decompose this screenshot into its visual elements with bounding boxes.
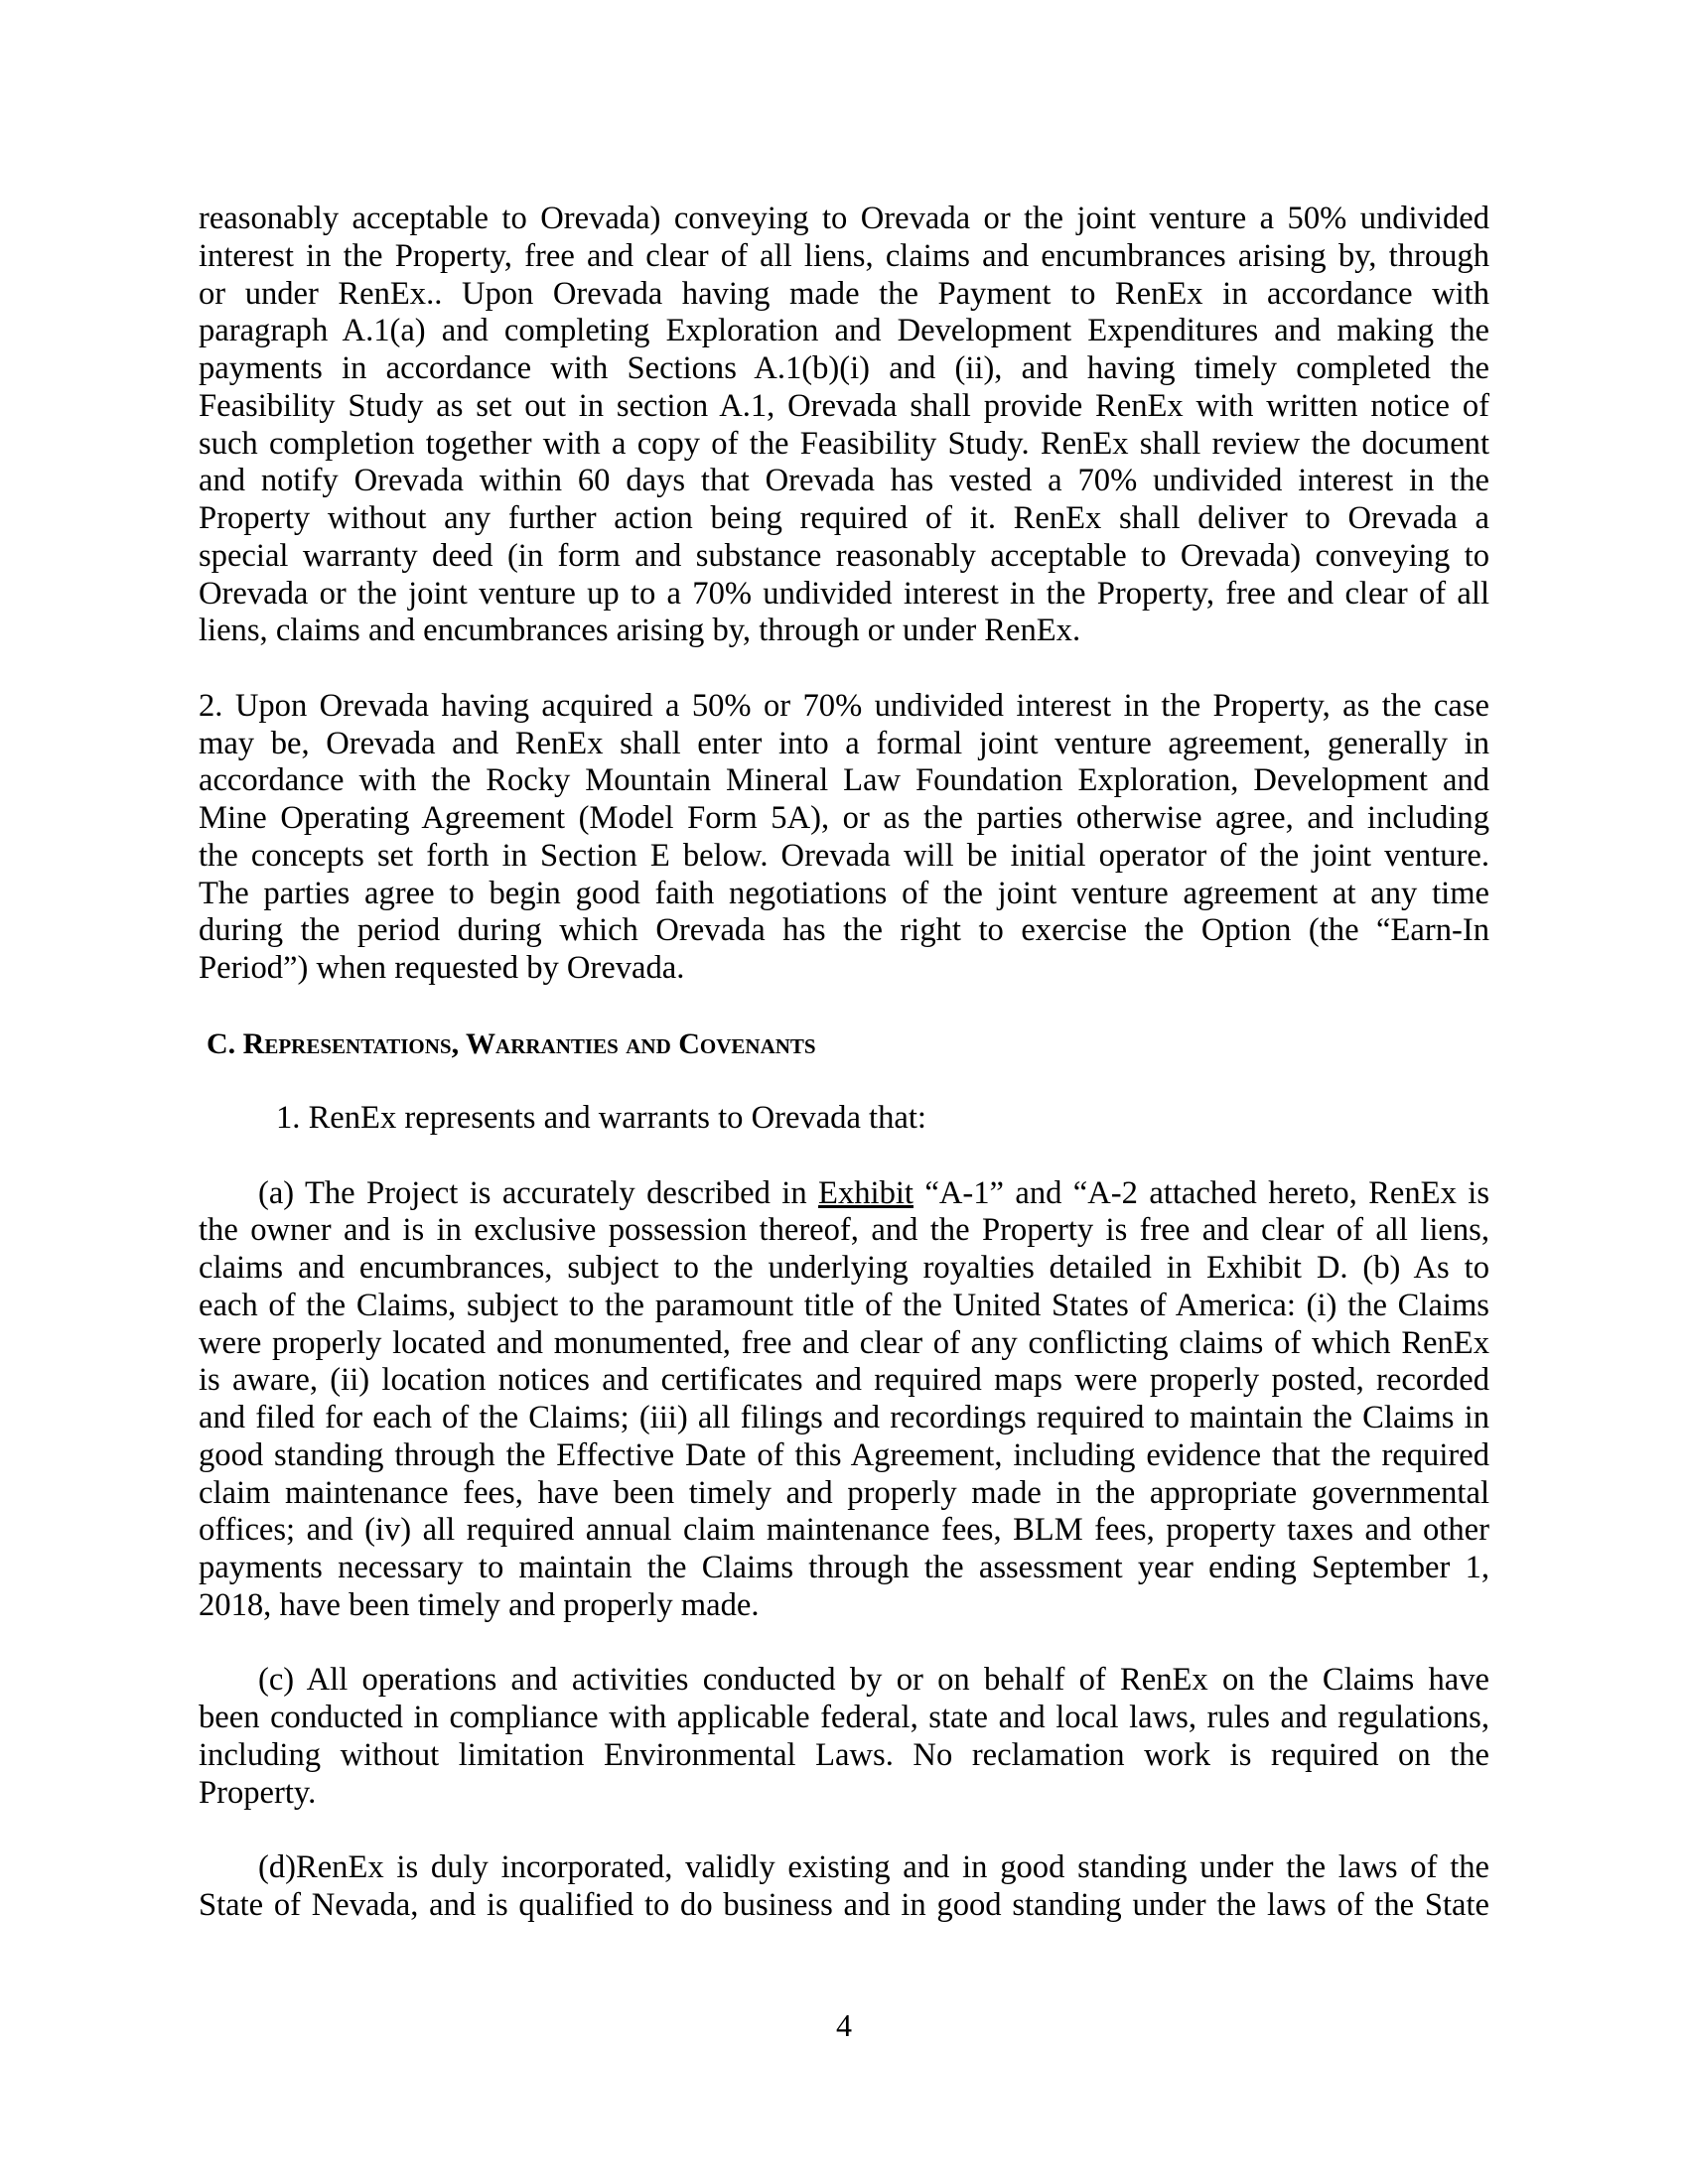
text-line: including without limitation Environmental Laws. No reclamation work is required on the — [199, 1736, 1489, 1773]
text-line: been conducted in compliance with applicable federal, state and local laws, rules and regulations, — [199, 1700, 1489, 1735]
text-line: offices; and (iv) all required annual claim maintenance fees, BLM fees, property taxes and other — [199, 1512, 1489, 1549]
text-line: Mine Operating Agreement (Model Form 5A), or as the parties otherwise agree, and including — [199, 800, 1489, 836]
paragraph — [199, 1662, 1489, 1812]
text-line: or under RenEx.. Upon Orevada having made the Payment to RenEx in accordance with — [199, 275, 1489, 312]
text-line: good standing through the Effective Date of this Agreement, including evidence that the required — [199, 1436, 1489, 1473]
section-heading: C. Representations, Warranties and Covenants — [207, 1026, 816, 1060]
paragraph — [199, 1175, 1489, 1625]
text-line: during the period during which Orevada has the right to exercise the Option (the “Earn-In — [199, 912, 1489, 949]
text-segment: “A-1” and “A-2 attached hereto, RenEx is — [913, 1174, 1489, 1211]
text-line: payments necessary to maintain the Claims through the assessment year ending September 1, — [199, 1550, 1489, 1585]
text-line: the concepts set forth in Section E below. Orevada will be initial operator of the joint venture. — [199, 837, 1489, 874]
text-line: Feasibility Study as set out in section A.1, Orevada shall provide RenEx with written notice of — [199, 387, 1489, 424]
text-line: each of the Claims, subject to the paramount title of the United States of America: (i) the Claims — [199, 1287, 1489, 1323]
text-line: is aware, (ii) location notices and certificates and required maps were properly posted, recorded — [199, 1362, 1489, 1399]
text-line: (d)RenEx is duly incorporated, validly existing and in good standing under the laws of the — [258, 1849, 1489, 1885]
text-line: payments in accordance with Sections A.1(b)(i) and (ii), and having timely completed the — [199, 350, 1489, 386]
text-line: 1. RenEx represents and warrants to Orevada that: — [276, 1100, 926, 1136]
exhibit-reference: Exhibit — [818, 1174, 914, 1211]
page-number: 4 — [836, 2007, 852, 2043]
text-line: State of Nevada, and is qualified to do business and in good standing under the laws of the State — [199, 1886, 1489, 1923]
paragraph — [199, 201, 1489, 650]
text-line: (c) All operations and activities conducted by or on behalf of RenEx on the Claims have — [258, 1662, 1489, 1699]
text-line: such completion together with a copy of the Feasibility Study. RenEx shall review the document — [199, 425, 1489, 462]
text-line: accordance with the Rocky Mountain Mineral Law Foundation Exploration, Development and — [199, 762, 1489, 799]
text-line: and notify Orevada within 60 days that Orevada has vested a 70% undivided interest in the — [199, 463, 1489, 499]
paragraph — [199, 688, 1489, 988]
paragraph — [199, 1849, 1489, 1925]
text-line: and filed for each of the Claims; (iii) all filings and recordings required to maintain the Claims in — [199, 1400, 1489, 1435]
text-line: interest in the Property, free and clear of all liens, claims and encumbrances arising by, through — [199, 237, 1489, 274]
text-line: claim maintenance fees, have been timely and properly made in the appropriate governmental — [199, 1474, 1489, 1511]
text-segment: (a) The Project is accurately described in — [258, 1174, 819, 1211]
text-line: reasonably acceptable to Orevada) conveying to Orevada or the joint venture a 50% undivided — [199, 201, 1489, 236]
document-page — [199, 201, 1489, 1962]
text-line: claims and encumbrances, subject to the underlying royalties detailed in Exhibit D. (b) As to — [199, 1250, 1489, 1286]
text-line — [199, 1175, 1489, 1213]
text-line: Property. — [199, 1774, 317, 1811]
text-line: The parties agree to begin good faith negotiations of the joint venture agreement at any time — [199, 875, 1489, 911]
text-line: were properly located and monumented, free and clear of any conflicting claims of which RenEx — [199, 1324, 1489, 1361]
text-line: 2018, have been timely and properly made. — [199, 1586, 760, 1623]
text-line: liens, claims and encumbrances arising by, through or under RenEx. — [199, 613, 1081, 649]
text-line: the owner and is in exclusive possession thereof, and the Property is free and clear of all liens, — [199, 1212, 1489, 1249]
text-line: paragraph A.1(a) and completing Exploration and Development Expenditures and making the — [199, 313, 1489, 349]
text-line: may be, Orevada and RenEx shall enter into a formal joint venture agreement, generally in — [199, 725, 1489, 761]
text-line: Property without any further action being required of it. RenEx shall deliver to Orevada a — [199, 500, 1489, 536]
text-line: special warranty deed (in form and substance reasonably acceptable to Orevada) conveying to — [199, 537, 1489, 574]
text-line: Orevada or the joint venture up to a 70% undivided interest in the Property, free and clear of all — [199, 575, 1489, 612]
numbered-item — [199, 1100, 1489, 1138]
text-line: 2. Upon Orevada having acquired a 50% or 70% undivided interest in the Property, as the case — [199, 687, 1489, 724]
text-line: Period”) when requested by Orevada. — [199, 950, 685, 986]
